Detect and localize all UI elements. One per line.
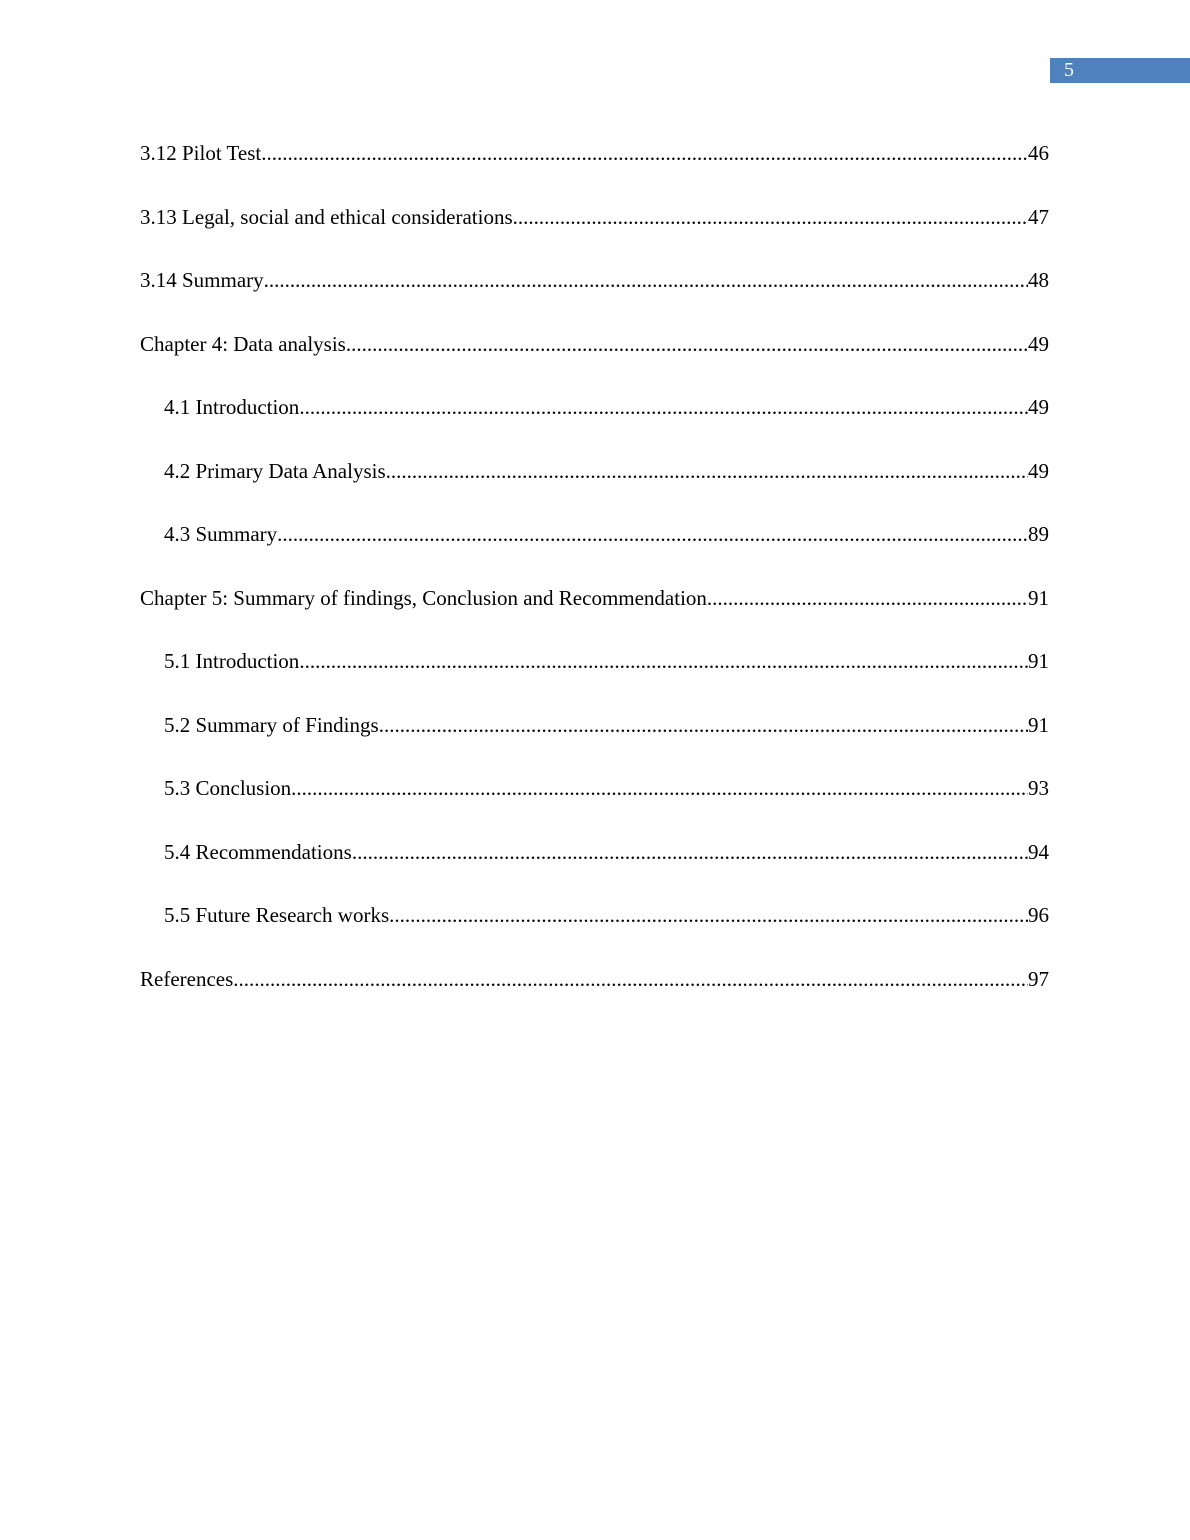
toc-entry-title: Chapter 4: Data analysis [140,331,346,356]
toc-dot-leader [352,837,1028,867]
toc-entry-title: 3.12 Pilot Test [140,141,262,165]
table-of-contents [140,138,1049,1027]
toc-entry[interactable] [140,138,1049,202]
toc-entry[interactable] [140,456,1049,520]
toc-entry-page: 91 [1028,585,1049,610]
toc-entry-title: References [140,966,234,991]
toc-entry[interactable] [140,329,1049,393]
toc-entry-page: 46 [1028,141,1049,165]
toc-entry[interactable] [140,265,1049,329]
toc-dot-leader [261,138,1028,168]
toc-entry[interactable] [140,964,1049,1028]
toc-dot-leader [264,265,1028,295]
toc-entry[interactable] [140,900,1049,964]
toc-entry-title: 5.3 Conclusion [164,776,292,800]
toc-dot-leader [299,392,1028,422]
toc-entry-page: 47 [1028,204,1049,229]
toc-entry-title: 5.5 Future Research works [164,903,390,927]
toc-dot-leader [513,202,1028,232]
toc-entry[interactable] [140,773,1049,837]
toc-entry-page: 49 [1028,331,1049,356]
toc-entry-page: 91 [1028,712,1049,737]
toc-entry-page: 49 [1028,458,1049,483]
toc-entry[interactable] [140,519,1049,583]
toc-entry[interactable] [140,837,1049,901]
toc-entry-title: 3.14 Summary [140,268,264,292]
toc-entry-title: 5.4 Recommendations [164,839,352,864]
toc-dot-leader [277,519,1028,549]
toc-entry-title: Chapter 5: Summary of findings, Conclusion and Recommendation [140,585,707,610]
toc-entry-title: 4.3 Summary [164,522,278,546]
toc-dot-leader [379,710,1028,740]
toc-entry[interactable] [140,583,1049,647]
toc-entry-title: 5.1 Introduction [164,649,300,673]
toc-entry-title: 4.2 Primary Data Analysis [164,458,386,483]
toc-dot-leader [386,456,1028,486]
toc-entry[interactable] [140,710,1049,774]
toc-entry-page: 96 [1028,903,1049,927]
toc-entry-page: 48 [1028,268,1049,292]
toc-entry-title: 5.2 Summary of Findings [164,712,379,737]
toc-dot-leader [291,773,1028,803]
toc-entry-page: 49 [1028,395,1049,419]
toc-entry-page: 89 [1028,522,1049,546]
toc-dot-leader [389,900,1028,930]
toc-entry-title: 3.13 Legal, social and ethical considerations [140,204,513,229]
toc-dot-leader [707,583,1028,613]
toc-dot-leader [299,646,1028,676]
toc-entry-title: 4.1 Introduction [164,395,300,419]
toc-dot-leader [233,964,1028,994]
toc-entry-page: 93 [1028,776,1049,800]
toc-entry-page: 97 [1028,966,1049,991]
toc-entry-page: 91 [1028,649,1049,673]
toc-entry[interactable] [140,646,1049,710]
toc-entry-page: 94 [1028,839,1049,864]
toc-dot-leader [346,329,1028,359]
page-number-badge: 5 [1050,58,1190,83]
toc-entry[interactable] [140,392,1049,456]
toc-entry[interactable] [140,202,1049,266]
